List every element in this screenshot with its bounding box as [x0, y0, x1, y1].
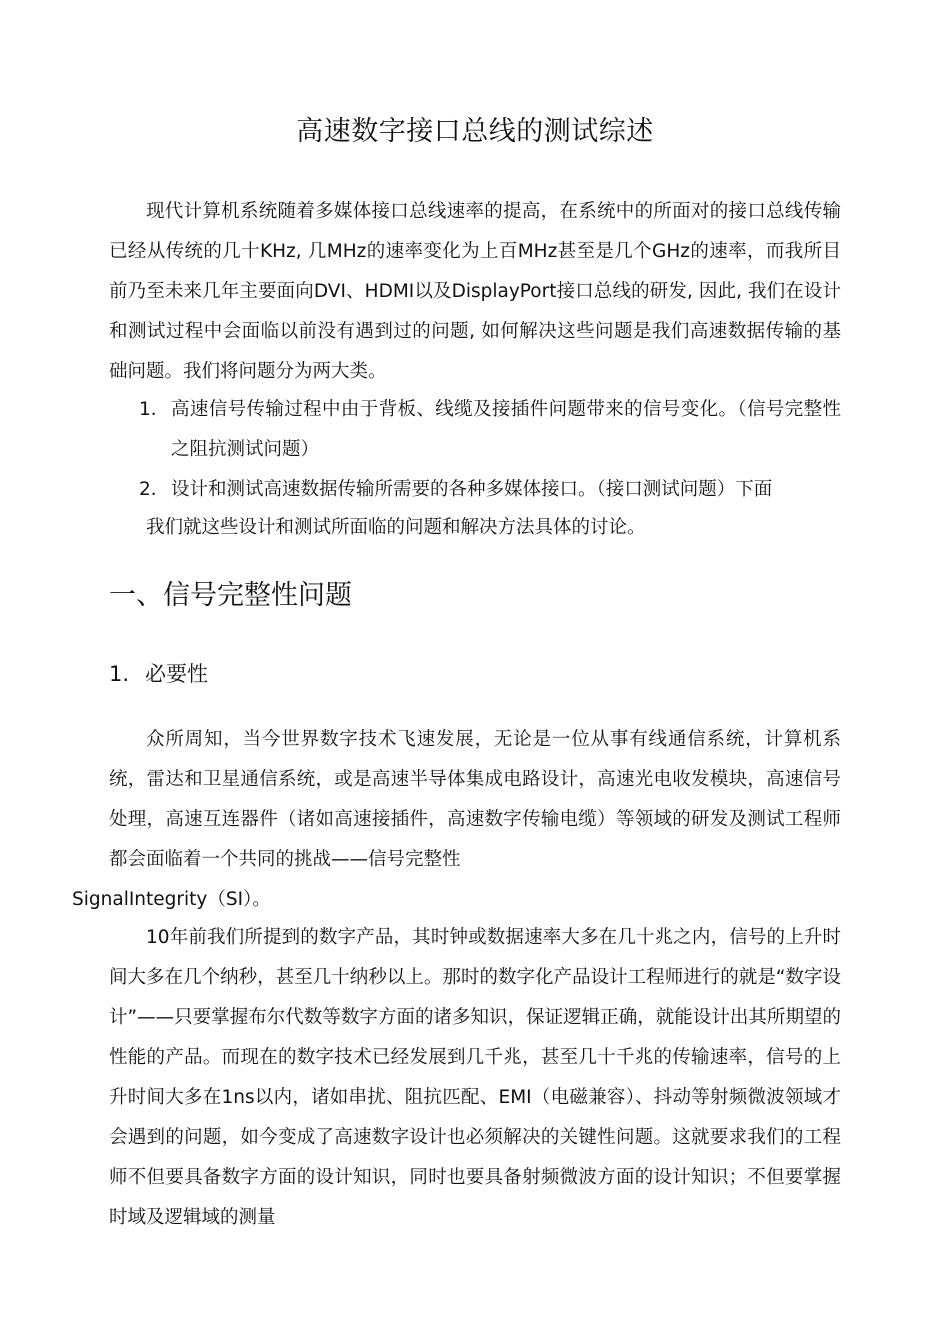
list-item — [109, 470, 841, 510]
section-heading: 一、信号完整性问题 — [109, 580, 352, 611]
list-item — [109, 390, 841, 470]
list-item-number: 1． — [139, 399, 170, 420]
document-title: 高速数字接口总线的测试综述 — [296, 116, 654, 147]
subsection-heading — [109, 654, 208, 694]
paragraph-1-tail-text: SignalIntegrity（SI）。 — [72, 889, 271, 910]
intro-paragraph: 现代计算机系统随着多媒体接口总线速率的提高，在系统中的所面对的接口总线传输已经从传统的几十KHz, 几MHz的速率变化为上百MHz甚至是几个GHz的速率，而我所目前乃至未来几年主要面向DVI、HDMI以及DisplayPort接口总线的研发, 因此, 我们在设计和测试过程中会面临以前没有遇到过的问题, 如何解决这些问题是我们高速数据传输的基础问题。我们将问题分为两大类。 — [109, 201, 841, 382]
list-item-number: 2． — [139, 479, 170, 500]
list-item-text: 高速信号传输过程中由于背板、线缆及接插件问题带来的信号变化。（信号完整性之阻抗测试问题） — [171, 399, 841, 460]
problem-list — [109, 390, 841, 510]
list-continuation: 我们就这些设计和测试所面临的问题和解决方法具体的讨论。 — [146, 517, 646, 538]
paragraph-1-main-text: 众所周知，当今世界数字技术飞速发展，无论是一位从事有线通信系统，计算机系统，雷达和卫星通信系统，或是高速半导体集成电路设计，高速光电收发模块，高速信号处理，高速互连器件（诸如高速接插件，高速数字传输电缆）等领域的研发及测试工程师都会面临着一个共同的挑战——信号完整性 — [109, 729, 841, 870]
subsection-title: 必要性 — [145, 662, 209, 686]
list-item-text: 设计和测试高速数据传输所需要的各种多媒体接口。（接口测试问题）下面 — [171, 479, 773, 500]
body-paragraph-2: 10年前我们所提到的数字产品，其时钟或数据速率大多在几十兆之内，信号的上升时间大多在几个纳秒，甚至几十纳秒以上。那时的数字化产品设计工程师进行的就是“数字设计”——只要掌握布尔代数等数字方面的诸多知识，保证逻辑正确，就能设计出其所期望的性能的产品。而现在的数字技术已经发展到几千兆，甚至几十千兆的传输速率，信号的上升时间大多在1ns以内，诸如串扰、阻抗匹配、EMI（电磁兼容）、抖动等射频微波领域才会遇到的问题，如今变成了高速数字设计也必须解决的关键性问题。这就要求我们的工程师不但要具备数字方面的设计知识，同时也要具备射频微波方面的设计知识；不但要掌握时域及逻辑域的测量 — [109, 927, 841, 1228]
body-paragraph-1 — [72, 720, 841, 920]
subsection-number: 1. — [109, 662, 130, 686]
